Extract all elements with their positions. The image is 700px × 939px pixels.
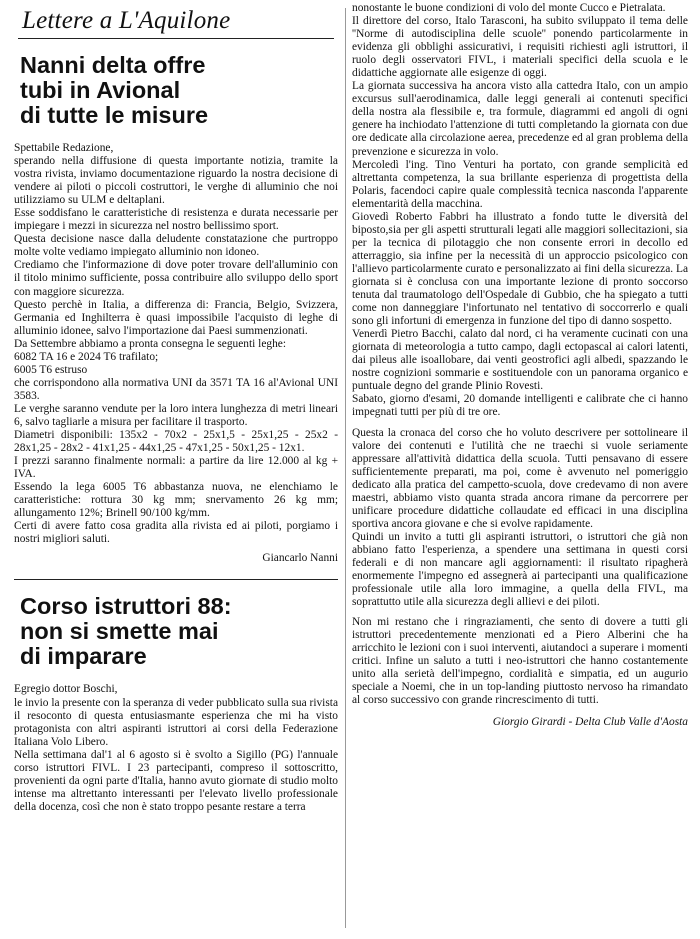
letter2-paragraph: Questa la cronaca del corso che ho voluto descrivere per sottolineare il valore dei contenuti e l'utilità che ne traechi si vuole seriamente appressare all'attività didattica della scuola. Tutti pensavano di essere sufficientemente preparati, ma poi, come è avvenuto nel pomeriggio dedicato alla pratica del campetto-scuola, dove credevamo di non avere maestri, abbiamo visto quanta strada ancora rimane da percorrere per unificare procedure didattiche collaudate ed efficaci in una disciplina sportiva ancora giovane e che si evolve rapidamente.: [352, 426, 688, 530]
letter1-title-line: Nanni delta offre: [20, 52, 206, 78]
column-rule: [345, 8, 346, 928]
letter2-paragraph: Sabato, giorno d'esami, 20 domande intelligenti e calibrate che ci hanno impegnati tutti per più di tre ore.: [352, 393, 688, 419]
section-rubric: Lettere a L'Aquilone: [22, 7, 231, 34]
letter1-paragraph: Questa decisione nasce dalla deludente constatazione che purtroppo molte volte vediamo impiegato alluminio non idoneo.: [14, 233, 338, 259]
letter2-title-line: non si smette mai: [20, 618, 219, 645]
rubric-rule: [18, 38, 334, 39]
letter1-title-line: tubi in Avional: [20, 77, 181, 103]
letter1-body: [14, 142, 338, 546]
letter2-paragraph: Quindi un invito a tutti gli aspiranti istruttori, o istruttori che già non abbiano fatto l'esperienza, a spendere una settimana in questi corsi federali e di non mancare agli aggiornamenti: il risultato ripagherà enormemente l'impegno ed assegnerà ai partecipanti una qualificazione professionale utile alla loro immagine, a quella della FIVL, ma soprattutto utile alla sicurezza degli allievi e dei piloti.: [352, 530, 688, 609]
letter2-title-line: di imparare: [20, 643, 147, 670]
left-column: [14, 6, 338, 814]
letter1-paragraph: 6082 TA 16 e 2024 T6 trafilato;: [14, 350, 159, 363]
letter1-paragraph: I prezzi saranno finalmente normali: a partire da lire 12.000 al kg + IVA.: [14, 455, 338, 481]
letter2-title-line: Corso istruttori 88:: [20, 593, 232, 620]
letter2-paragraph: Egregio dottor Boschi,: [14, 683, 118, 696]
letter2-paragraph: nonostante le buone condizioni di volo del monte Cucco e Pietralata.: [352, 2, 666, 14]
right-column: [352, 2, 688, 729]
letter2-title: [20, 594, 338, 669]
letter2-paragraph: Nella settimana dal'1 al 6 agosto si è svolto a Sigillo (PG) l'annuale corso istruttori FIVL. I 23 partecipanti, compreso il sottoscritto, provenienti da ogni parte d'Italia, hanno avuto giornate di studio molto intense ma altrettanto interessanti per l'elevato livello professionale della docenza, così che non è stato troppo pesante restare a terra: [14, 748, 338, 813]
letter1-title: [20, 53, 338, 128]
letter2-body-continued: [352, 2, 688, 707]
letter1-paragraph: Da Settembre abbiamo a pronta consegna le seguenti leghe:: [14, 337, 287, 350]
letter1-paragraph: Spettabile Redazione,: [14, 142, 114, 154]
letter2-paragraph: Non mi restano che i ringraziamenti, che sento di dovere a tutti gli istruttori precedentemente menzionati ed a Piero Alberini che ha arricchito le lezioni con i suoi interventi, aiutandoci a superare i momenti critici. Infine un saluto a tutti i neo-istruttori che hanno costantemente unito alla serietà dell'impegno, cordialità e simpatia, ed un augurio speciale a Noemi, che in un top-landing piuttosto nervoso ha rimandato al corso successivo con grande rincrescimento di tutti.: [352, 616, 688, 707]
letter2-paragraph: Giovedì Roberto Fabbri ha illustrato a fondo tutte le diversità del biposto,sia per gli aspetti strutturali legati alle maggiori sollecitazioni, sia per la tecnica di pilotaggio che non consente errori in decollo ed atterraggio, sia infine per la necessità di un approccio psicologico con l'allievo particolarmente curato e personalizzato ai fini della sicurezza. La giornata si è conclusa con una importante lezione di pronto soccorso tenuta dal traumatologo dell'Ospedale di Gubbio, che ha spiegato a tutti come non danneggiare l'infortunato nel tentativo di soccorrerlo e quali sono gli infortuni di emergenza in funzione del tipo di danno sospetto.: [352, 210, 689, 328]
letter1-paragraph: Le verghe saranno vendute per la loro intera lunghezza di metri lineari 6, salvo tagliarle a misura per facilitare il trasporto.: [14, 402, 338, 428]
letter2-paragraph: Il direttore del corso, Italo Tarasconi, ha subito sviluppato il tema delle ''Norme di autodisciplina delle scuole'' ponendo particolarmente in evidenza gli obblighi assicurativi, i requisiti richiesti agli istruttori, il ruolo degli osservatori FIVL, i materiali specifici della scuola e le didattiche aggiornate alle esigenze di oggi.: [352, 15, 688, 80]
letter1-signature: Giancarlo Nanni: [262, 552, 338, 565]
letter1-title-line: di tutte le misure: [20, 102, 209, 128]
letter1-paragraph: 6005 T6 estruso: [14, 363, 88, 376]
letter1-paragraph: Questo perchè in Italia, a differenza di: Francia, Belgio, Svizzera, Germania ed Inghilterra è quasi impossibile l'acquisto di leghe di alluminio idonee, salvo l'importazione dai Paesi summenzionati.: [14, 298, 338, 337]
letter2-body-start: [14, 683, 338, 813]
letter2-paragraph: La giornata successiva ha ancora visto alla cattedra Italo, con un ampio excursus sull'aerodinamica, dalle leggi generali ai contenuti specifici della nostra ala flessibile e, tra formule, diagrammi ed angoli di ogni genere ha inchiodato l'attenzione di tutti completando la giornata con due ore dedicate alla circolazione aerea, precedenze ed al gran problema della prevenzione e sicurezza in volo.: [352, 80, 688, 158]
letter2-signature: Giorgio Girardi - Delta Club Valle d'Aosta: [492, 716, 688, 729]
letter1-paragraph: Esse soddisfano le caratteristiche di resistenza e durata necessarie per impiegare i mezzi in sicurezza nel nostro bellissimo sport.: [14, 207, 338, 233]
letter2-paragraph: Mercoledì l'ing. Tino Venturi ha portato, con grande semplicità ed altrettanta competenza, la sua brillante esperienza di progettista della Polaris, facendoci capire quale complessità tecnica nasconda l'apparente elementarità della macchina.: [352, 158, 688, 210]
letter1-paragraph: Essendo la lega 6005 T6 abbastanza nuova, ne elenchiamo le caratteristiche: rottura 30 kg mm; snervamento 26 kg mm; allungamento 12%; Brinell 90/100 kg/mm.: [14, 481, 338, 520]
letter1-paragraph: che corrispondono alla normativa UNI da 3571 TA 16 al'Avional UNI 3583.: [14, 376, 338, 402]
letter1-paragraph: Crediamo che l'informazione di dove poter trovare dell'alluminio con il titolo minimo sufficiente, possa contribuire allo sviluppo dello sport con maggiore sicurezza.: [14, 259, 338, 298]
section-divider: [14, 579, 338, 580]
letter1-paragraph: Diametri disponibili: 135x2 - 70x2 - 25x1,5 - 25x1,25 - 25x2 - 28x1,25 - 28x2 - 41x1,25 - 44x1,25 - 47x1,25 - 50x1,25 - 12x1.: [14, 429, 338, 455]
letter2-paragraph: le invio la presente con la speranza di veder pubblicato sulla sua rivista il resoconto di questa entusiasmante esperienza che mi ha visto protagonista con altri aspiranti istruttori ai corsi della Federazione Italiana Volo Libero.: [14, 696, 338, 748]
letter1-paragraph: Certi di avere fatto cosa gradita alla rivista ed ai piloti, porgiamo i nostri migliori saluti.: [14, 520, 338, 546]
letter2-paragraph: Venerdì Pietro Bacchi, calato dal nord, ci ha veramente cucinati con una giornata di meteorologia a tutto campo, dagli ectopascal ai calori latenti, dai pileus alle isoallobare, dai venti geostrofici agli albedi, spazzando le nostre cognizioni sommarie e sostituendole con un panorama organico e puntuale degno del grande Plinio Rovesti.: [352, 328, 688, 393]
letter1-paragraph: sperando nella diffusione di questa importante notizia, tramite la vostra rivista, inviamo documentazione riguardo la nostra decisione di vendere ai piloti o piccoli costruttori, le verghe di alluminio che noi utilizziamo su ULM e deltaplani.: [14, 155, 338, 207]
